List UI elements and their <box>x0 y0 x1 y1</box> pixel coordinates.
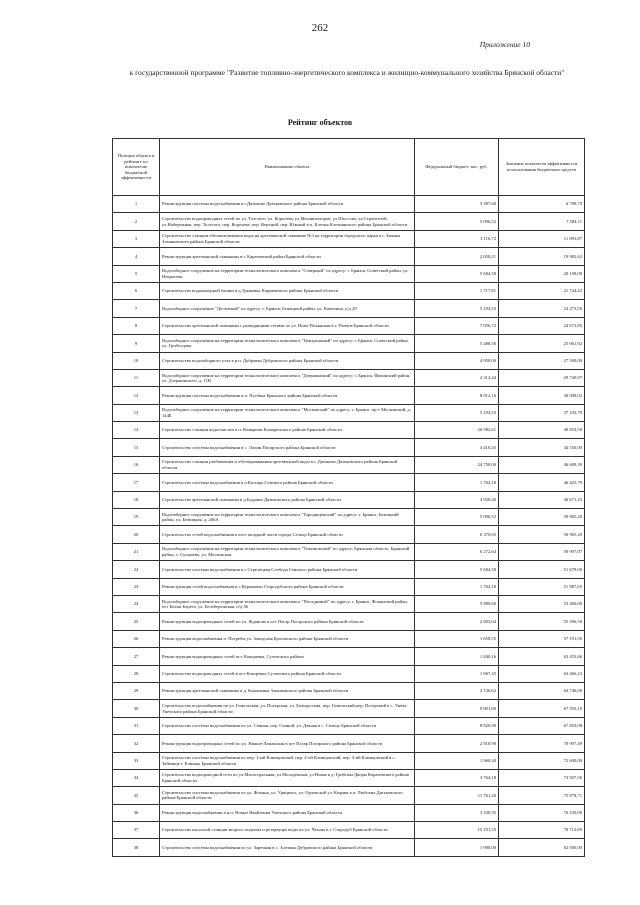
row-object-name: Строительство системы водоснабжения в с. Лопин Погарского района Брянской области <box>160 439 415 456</box>
row-efficiency-value: 11 893,87 <box>499 230 585 247</box>
row-position: 2 <box>113 213 160 230</box>
row-object-name: Строительство системы водоснабжения в п.Косицы Севского района Брянской области <box>160 474 415 491</box>
row-position: 32 <box>113 735 160 752</box>
row-position: 7 <box>113 300 160 317</box>
row-efficiency-value: 46 425,79 <box>499 474 585 491</box>
table-row <box>113 648 585 665</box>
row-federal-budget: 2 136,62 <box>415 682 499 699</box>
row-efficiency-value: 55 396,50 <box>499 613 585 630</box>
row-efficiency-value: 78 712,69 <box>499 822 585 839</box>
row-efficiency-value: 51 887,65 <box>499 578 585 595</box>
table-row <box>113 630 585 647</box>
row-efficiency-value: 50 965,20 <box>499 526 585 543</box>
table-row <box>113 282 585 299</box>
row-object-name: Реконструкция водоснабжения п. Погребы ул. Заводская Брасовского района Брянской области <box>160 630 415 647</box>
table-header <box>113 139 585 196</box>
row-object-name: Реконструкция водопроводных сетей по ул. Нижне-Ламанская в пгт Погар Погарского района Брянской области <box>160 735 415 752</box>
row-efficiency-value: 40 833,50 <box>499 422 585 439</box>
row-position: 13 <box>113 404 160 421</box>
row-position: 24 <box>113 595 160 612</box>
row-efficiency-value: 70 997,49 <box>499 735 585 752</box>
row-federal-budget: 5 096,52 <box>415 509 499 526</box>
row-federal-budget: 5 684,58 <box>415 561 499 578</box>
row-object-name: Водозаборное сооружение на территории технологического комплекса "Северный" по адресу: г. Брянск, Советский район, ул. Некрасова <box>160 265 415 282</box>
row-efficiency-value: 6 788,79 <box>499 196 585 213</box>
row-object-name: Строительство водозаборного узла в р.п. Дубровка Дубровского района Брянской области <box>160 352 415 369</box>
row-federal-budget: 1 717,81 <box>415 282 499 299</box>
row-object-name: Строительство водонапорной башни в д.Трыковка Карачевского района Брянской области <box>160 282 415 299</box>
row-position: 23 <box>113 578 160 595</box>
row-position: 6 <box>113 282 160 299</box>
table-row <box>113 369 585 386</box>
table-row <box>113 561 585 578</box>
row-efficiency-value: 24 273,50 <box>499 300 585 317</box>
table-row <box>113 300 585 317</box>
row-object-name: Строительство водопроводных сетей по ул. Толстого, ул. Королева, ул.Механизаторов, ул.Шоссова, ул.Строителей, ул.Набережная, пер. Толстого, пер. Королева, пер. Верхний, пер. Южный в п. Клетня Клетнянского района Брянской области <box>160 213 415 230</box>
row-federal-budget: 1 658,55 <box>415 630 499 647</box>
row-federal-budget: 5 488,56 <box>415 335 499 352</box>
row-efficiency-value: 75 878,71 <box>499 787 585 804</box>
row-efficiency-value: 64 746,00 <box>499 682 585 699</box>
row-efficiency-value: 72 600,00 <box>499 752 585 769</box>
row-position: 20 <box>113 526 160 543</box>
row-position: 15 <box>113 439 160 456</box>
row-efficiency-value: 46 671,43 <box>499 491 585 508</box>
row-federal-budget: 8 820,90 <box>415 717 499 734</box>
row-object-name: Строительство насосной станции второго подъема и резервуара воды по ул. Чехова в г. Стародуб Брянской области <box>160 822 415 839</box>
row-object-name: Строительство системы водоснабжения по ул. Сенная, пер. Сенной, ул. Дачная в с. Сельцо Брянской области <box>160 717 415 734</box>
row-object-name: Строительство водоснабжения по ул. Гомельская, ул. Погарская, ул. Белорусская, пер. Гомельский,пер. Погарский в с. Унеча Унечского района Брянской области <box>160 700 415 717</box>
row-efficiency-value: 76 230,00 <box>499 804 585 821</box>
row-object-name: Строительство артезианской скважины в д.Будочки Дятьковского района Брянской области <box>160 491 415 508</box>
table-row <box>113 787 585 804</box>
row-federal-budget: 24 750,00 <box>415 456 499 473</box>
row-position: 12 <box>113 387 160 404</box>
row-federal-budget: 3 387,60 <box>415 196 499 213</box>
header-efficiency-value: Значение показателя эффективности использования бюджетных средств <box>499 139 585 196</box>
row-efficiency-value: 51 678,00 <box>499 561 585 578</box>
row-position: 19 <box>113 509 160 526</box>
row-efficiency-value: 73 507,50 <box>499 769 585 786</box>
table-row <box>113 682 585 699</box>
program-title: к государственной программе "Развитие топливно-энергетического комплекса и жилищно-коммунального хозяйства Брянской области" <box>129 68 565 77</box>
appendix-label: Приложение 10 <box>479 40 530 49</box>
table-row <box>113 317 585 334</box>
table-row <box>113 578 585 595</box>
row-position: 30 <box>113 700 160 717</box>
row-efficiency-value: 63 466,23 <box>499 665 585 682</box>
row-object-name: Реконструкция системы водоснабжения в п. Путёвка Брянского района Брянской области <box>160 387 415 404</box>
row-federal-budget: 1 980,00 <box>415 839 499 856</box>
row-object-name: Строительство станции обезжелезивания воды на артезианской скважине №3 на территории городского парка в г. Злынка Злынковского района Брянской области <box>160 230 415 247</box>
row-federal-budget: 3 430,35 <box>415 804 499 821</box>
row-efficiency-value: 50 997,07 <box>499 543 585 560</box>
row-position: 18 <box>113 491 160 508</box>
row-efficiency-value: 25 061,92 <box>499 335 585 352</box>
row-federal-budget: 5 096,52 <box>415 213 499 230</box>
table-row <box>113 752 585 769</box>
row-position: 9 <box>113 335 160 352</box>
table-row <box>113 230 585 247</box>
table-row <box>113 839 585 856</box>
row-object-name: Водозаборное сооружение на территории технологического комплекса "Городищенский" по адресу: г. Брянск, Бежицкий район, ул. Бежицкая, д. 266А <box>160 509 415 526</box>
header-row <box>113 139 585 196</box>
page-number: 262 <box>311 22 329 34</box>
row-federal-budget: 1 967,45 <box>415 665 499 682</box>
table-row <box>113 335 585 352</box>
row-federal-budget: 3 764,18 <box>415 769 499 786</box>
row-object-name: Строительство станции разбавления и обеззараживания артезианской воды в г. Дятьково Дятьковского района Брянской области <box>160 456 415 473</box>
row-efficiency-value: 37 103,79 <box>499 404 585 421</box>
header-object-name: Наименование объекта <box>160 139 415 196</box>
table-row <box>113 700 585 717</box>
table-row <box>113 422 585 439</box>
row-position: 14 <box>113 422 160 439</box>
row-position: 33 <box>113 752 160 769</box>
header-position: Позиция объекта в рейтинге по показателю бюджетной эффективности <box>113 139 160 196</box>
table-row <box>113 717 585 734</box>
row-federal-budget: 6 272,64 <box>415 543 499 560</box>
table-row <box>113 595 585 612</box>
row-efficiency-value: 29 740,97 <box>499 369 585 386</box>
table-row <box>113 387 585 404</box>
row-position: 21 <box>113 543 160 560</box>
row-position: 28 <box>113 665 160 682</box>
row-federal-budget: 3 920,40 <box>415 491 499 508</box>
row-efficiency-value: 27 500,00 <box>499 352 585 369</box>
row-federal-budget: 15 191,55 <box>415 822 499 839</box>
row-position: 31 <box>113 717 160 734</box>
row-federal-budget: 5 194,53 <box>415 404 499 421</box>
row-efficiency-value: 24 673,85 <box>499 317 585 334</box>
row-federal-budget: 3 116,72 <box>415 230 499 247</box>
row-position: 10 <box>113 352 160 369</box>
row-position: 34 <box>113 769 160 786</box>
row-federal-budget: 1 840,16 <box>415 648 499 665</box>
row-position: 26 <box>113 630 160 647</box>
row-object-name: Строительство станции водоочистки в п. Комаричи Комаричского района Брянской области <box>160 422 415 439</box>
row-position: 35 <box>113 787 160 804</box>
row-position: 4 <box>113 248 160 265</box>
row-object-name: Реконструкция артезианской скважины в г. Карачевский район Брянской области <box>160 248 415 265</box>
row-efficiency-value: 67 853,08 <box>499 717 585 734</box>
row-position: 11 <box>113 369 160 386</box>
header-federal-budget: Федеральный бюджет, тыс. руб. <box>415 139 499 196</box>
row-federal-budget: 6 370,65 <box>415 526 499 543</box>
row-object-name: Реконструкция сетей водоснабжения в с.Курковичи Стародубского района Брянской области <box>160 578 415 595</box>
row-object-name: Строительство водопроводной сети по ул.Магистральная, ул.Молодёжная, ул.Новая в д. Грибовы Дворы Карачевского района Брянской области <box>160 769 415 786</box>
row-position: 27 <box>113 648 160 665</box>
row-federal-budget: 8 012,16 <box>415 387 499 404</box>
row-federal-budget: 7 056,72 <box>415 317 499 334</box>
table-row <box>113 526 585 543</box>
table-row <box>113 822 585 839</box>
row-object-name: Водозаборное сооружение на территории технологического комплекса "Дзержинский" по адресу: г. Брянск, Фокинский район, ул. Дзержинского, д. 11В <box>160 369 415 386</box>
row-object-name: Водозаборное сооружение на территории технологического комплекса "Тимоновский" по адресу: Брянская область, Брянский район, с. Супонево, ул. Московская <box>160 543 415 560</box>
table-row <box>113 804 585 821</box>
row-federal-budget: 1 960,20 <box>415 752 499 769</box>
row-object-name: Реконструкция системы водоснабжения в г.Дятьково Дятьковского района Брянской области <box>160 196 415 213</box>
table-row <box>113 735 585 752</box>
row-position: 22 <box>113 561 160 578</box>
row-efficiency-value: 20 158,09 <box>499 265 585 282</box>
row-federal-budget: 2 058,21 <box>415 248 499 265</box>
table-title: Рейтинг объектов <box>287 118 353 127</box>
row-federal-budget: 26 982,61 <box>415 422 499 439</box>
row-position: 29 <box>113 682 160 699</box>
table-row <box>113 352 585 369</box>
table-row <box>113 196 585 213</box>
row-federal-budget: 5 880,60 <box>415 595 499 612</box>
table-row <box>113 265 585 282</box>
table-row <box>113 509 585 526</box>
row-position: 37 <box>113 822 160 839</box>
row-object-name: Водозаборное сооружение на территории технологического комплекса "Центральный" по адресу: г. Брянск, Советский район, ул. Грибоедова <box>160 335 415 352</box>
rating-table <box>112 138 585 857</box>
row-efficiency-value: 63 453,66 <box>499 648 585 665</box>
table-row <box>113 613 585 630</box>
row-position: 36 <box>113 804 160 821</box>
row-object-name: Водозаборное сооружение на территории технологического комплекса "Московский" по адресу: г. Брянск, пр-т Московский, д. 144Б <box>160 404 415 421</box>
row-federal-budget: 5 194,53 <box>415 300 499 317</box>
table-row <box>113 543 585 560</box>
row-object-name: Строительство системы водоснабжения по пер. 1-ый Клинцовский, пер. 2-ой Клинцовский, пер. 3-ий Клинцовский в с. Займище г. Клинцы Брянской области <box>160 752 415 769</box>
row-efficiency-value: 82 500,00 <box>499 839 585 856</box>
row-object-name: Строительство сетей водоснабжения в юго-западной части города Сельцо Брянской области <box>160 526 415 543</box>
row-object-name: Реконструкция артезианской скважины в д. Кожановка Злынковского района Брянской области <box>160 682 415 699</box>
row-object-name: Строительство системы водоснабжения по ул. Фокина, ул. Урицкого, ул. Орловской ул. Кирова в п. Любохна Дятьковского района Брянской области <box>160 787 415 804</box>
row-efficiency-value: 53 460,00 <box>499 595 585 612</box>
row-efficiency-value: 7 584,11 <box>499 213 585 230</box>
row-federal-budget: 9 801,00 <box>415 700 499 717</box>
row-efficiency-value: 44 550,00 <box>499 439 585 456</box>
row-position: 8 <box>113 317 160 334</box>
table-body <box>113 196 585 857</box>
row-object-name: Реконструкция водопроводных сетей пгт. Кокоревка, Суземского района <box>160 648 415 665</box>
row-position: 25 <box>113 613 160 630</box>
row-efficiency-value: 67 593,10 <box>499 700 585 717</box>
row-federal-budget: 2 603,64 <box>415 613 499 630</box>
row-position: 5 <box>113 265 160 282</box>
row-object-name: Строительство артезианской скважины с разводящими сетями по ул. Ново-Полянская в г. Почепе Брянской области <box>160 317 415 334</box>
row-federal-budget: 5 684,58 <box>415 265 499 282</box>
table-row <box>113 248 585 265</box>
table-row <box>113 456 585 473</box>
row-object-name: Водозаборное сооружение на территории технологического комплекса "Посадковый" по адресу: г. Брянск, Фокинский район, пгт Белые Берега, ул. Белобережская, о/д 36 <box>160 595 415 612</box>
row-object-name: Реконструкция водопроводных сетей по ул. Жданова в пгт Погар Погарского района Брянской области <box>160 613 415 630</box>
row-efficiency-value: 46 689,39 <box>499 456 585 473</box>
row-position: 3 <box>113 230 160 247</box>
row-position: 1 <box>113 196 160 213</box>
row-federal-budget: 4 410,45 <box>415 439 499 456</box>
row-position: 38 <box>113 839 160 856</box>
table-row <box>113 769 585 786</box>
table-row <box>113 213 585 230</box>
row-position: 16 <box>113 456 160 473</box>
row-federal-budget: 1 764,18 <box>415 578 499 595</box>
row-federal-budget: 11 761,20 <box>415 787 499 804</box>
row-object-name: Водозаборное сооружение "Десенский" по адресу: г. Брянск, Бежицкий район, ул. Камозина, о/д 29 <box>160 300 415 317</box>
row-object-name: Строительство системы водоснабжения в с.Стрелецкая Слобода Севского района Брянской области <box>160 561 415 578</box>
row-object-name: Строительство системы водоснабжения по ул. Заречная в с. Алешня Дубровского района Брянской области <box>160 839 415 856</box>
table-row <box>113 474 585 491</box>
row-federal-budget: 4 312,44 <box>415 369 499 386</box>
row-object-name: Строительство водопроводных сетей в пгт Кокоревка Суземского района Брянской области <box>160 665 415 682</box>
row-efficiency-value: 57 191,50 <box>499 630 585 647</box>
row-federal-budget: 2 910,90 <box>415 735 499 752</box>
row-federal-budget: 4 950,00 <box>415 352 499 369</box>
table-row <box>113 404 585 421</box>
row-object-name: Реконструкция водоснабжения в н.п. Новые Ивайтенки Унечского района Брянской области <box>160 804 415 821</box>
row-federal-budget: 1 764,18 <box>415 474 499 491</box>
row-position: 17 <box>113 474 160 491</box>
row-efficiency-value: 19 982,62 <box>499 248 585 265</box>
row-efficiency-value: 30 008,02 <box>499 387 585 404</box>
table-row <box>113 439 585 456</box>
table-row <box>113 665 585 682</box>
row-efficiency-value: 50 965,20 <box>499 509 585 526</box>
table-row <box>113 491 585 508</box>
row-efficiency-value: 21 744,43 <box>499 282 585 299</box>
